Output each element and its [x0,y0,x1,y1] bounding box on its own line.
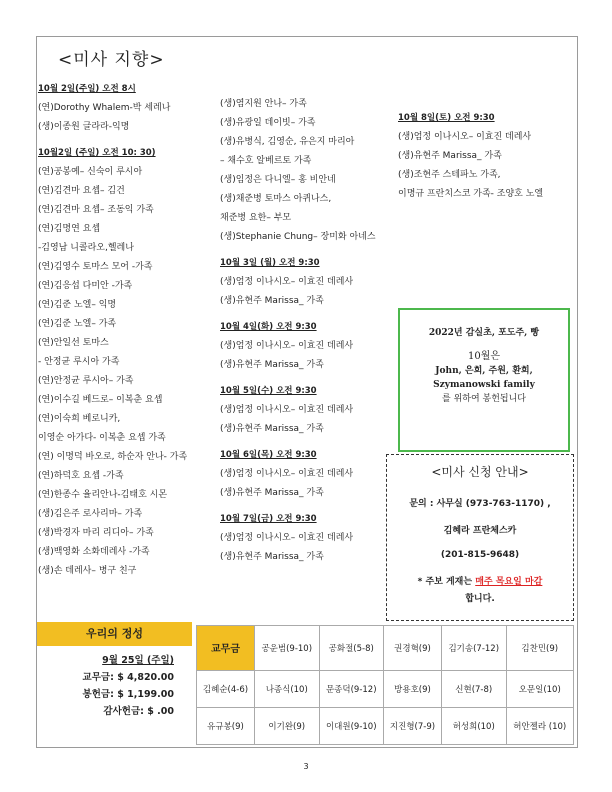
table-cell: 문종덕(9-12) [319,670,384,707]
section-header: 10월 7일(금) 오전 9:30 [220,514,317,524]
contact-person: 김혜라 프란체스카 [443,526,517,536]
table-cell: 공화절(5-8) [319,626,384,671]
intention-line: (생)손 데레사– 병구 친구 [38,566,137,576]
intention-line: (연)Dorothy Whalem-박 세레나 [38,103,171,113]
intention-line: (연)김명연 요셉 [38,224,101,234]
table-cell: 신현(7-8) [442,670,507,707]
page-number: 3 [303,762,309,771]
deadline-text: 매주 목요일 마감 [475,577,543,587]
weekday-list [220,250,390,563]
intention-line: (생)조현주 스테파노 가족, [398,170,501,180]
intention-line: (생)김은주 로사리마– 가족 [38,509,143,519]
offering-title: 우리의 정성 [37,622,192,646]
intention-line: (생)유현주 Marissa_ 가족 [398,151,502,161]
intention-line: (연)김견마 요셉– 조동익 가족 [38,205,154,215]
table-cell: 허안젤라 (10) [506,707,574,744]
intention-line: (생)박경자 마리 리디아– 가족 [38,528,154,538]
intention-line: 이영순 아가다- 이복춘 요셉 가족 [38,433,166,443]
deadline-prefix: * 주보 게재는 [417,577,473,587]
intention-line: 채준병 요한– 부모 [220,213,292,223]
dedication-families: Szymanowski family [433,380,535,390]
intention-line: (연)이숙희 베로니카, [38,414,121,424]
page-title: <미사 지향> [58,50,165,70]
offering-row: 교무금: $ 4,820.00 [82,672,174,683]
intention-line: (생)채준병 토마스 아퀴나스, [220,194,332,204]
table-cell: 지진형(7-9) [384,707,442,744]
intention-line: (생)엄정 이나시오– 이효진 데레사 [220,469,354,479]
intention-line: (연)김견마 요셉– 김건 [38,186,125,196]
column-2 [220,98,390,570]
offering-dedication-box [398,308,570,452]
intention-line: (생)유광일 데이빗– 가족 [220,118,316,128]
intention-line: (연)안정균 루시아– 가족 [38,376,134,386]
table-header-cell: 교무금 [197,626,255,671]
intention-line: (생)엄정 이나시오– 이효진 데레사 [220,277,354,287]
intention-line: (연)김준 노엘– 익명 [38,300,117,310]
contact-line: 문의 : 사무실 (973-763-1170) , [409,499,551,509]
table-cell: 김기송(7-12) [442,626,507,671]
table-cell: 이기완(9) [255,707,320,744]
section-header: 10월 6일(목) 오전 9:30 [220,450,317,460]
section-header: 10월2일 (주일) 오전 10: 30) [38,148,156,158]
section-header: 10월 4일(화) 오전 9:30 [220,322,317,332]
table-cell: 김혜순(4-6) [197,670,255,707]
table-row [197,670,574,707]
intention-line: (연)김영수 토마스 모어 -가족 [38,262,153,272]
column-3 [398,112,576,207]
contact-phone: (201-815-9648) [440,550,520,560]
table-cell: 허성희(10) [442,707,507,744]
intention-line: (생)유병식, 김영순, 유은지 마리아 [220,137,355,147]
section-header: 10월 2일(주일) 오전 8시 [38,84,136,94]
intention-line: (생)임정은 다니엘– 홍 비안네 [220,175,336,185]
intention-line: (생)유현주 Marissa_ 가족 [220,552,324,562]
intention-line: (연)한종수 율리안나-김태호 시몬 [38,490,168,500]
intention-line: (생)유현주 Marissa_ 가족 [220,424,324,434]
table-cell: 김찬민(9) [506,626,574,671]
intention-line: -김영남 니콜라오,헬레나 [38,243,134,253]
intention-line: – 채수호 알베르토 가족 [220,156,312,166]
intention-line: (생)유현주 Marissa_ 가족 [220,296,324,306]
table-row [197,707,574,744]
intention-line: (생)엄정 이나시오– 이효진 데레사 [220,341,354,351]
intention-line: (생)백영화 소화데레사 -가족 [38,547,150,557]
intention-line: - 안정균 루시아 가족 [38,357,120,367]
intention-line: (생)유현주 Marissa_ 가족 [220,488,324,498]
offering-row: 봉헌금: $ 1,199.00 [82,689,174,700]
section-header: 10월 5일(수) 오전 9:30 [220,386,317,396]
intention-list [38,166,218,577]
intention-line: (연) 이명덕 바오로, 하순자 안나- 가족 [38,452,188,462]
table-cell: 유규봉(9) [197,707,255,744]
intention-line: (연)안일선 토마스 [38,338,109,348]
intention-line: (생)엄정 이나시오– 이효진 데레사 [398,132,532,142]
intention-line: (연)하덕호 요셉 -가족 [38,471,124,481]
offering-date: 9월 25일 (주일) [102,655,174,666]
intention-line: (연)김응섭 다미안 -가족 [38,281,133,291]
table-cell: 권경혁(9) [384,626,442,671]
offering-row: 감사헌금: $ .00 [103,706,174,717]
dedication-month: 10월은 [467,351,501,362]
deadline-suffix: 합니다. [465,594,495,604]
table-row [197,626,574,671]
offering-summary [37,622,192,744]
intention-line: (연)공봉예– 신숙이 루시아 [38,167,143,177]
dedication-closing: 를 위하여 봉헌됩니다 [442,394,526,404]
intention-line: (연)김준 노엘– 가족 [38,319,117,329]
dedication-families: John, 은희, 주원, 환희, [435,366,533,376]
column-1 [38,83,218,584]
intention-line: (생)염지원 안나– 가족 [220,99,307,109]
mass-request-box [386,454,574,621]
intention-line: (생)유현주 Marissa_ 가족 [220,360,324,370]
intention-line: (생)엄정 이나시오– 이효진 데레사 [220,405,354,415]
intention-line: 이명규 프란치스코 가족- 조양호 노엘 [398,189,544,199]
table-cell: 방용호(9) [384,670,442,707]
dedication-title: 2022년 감실초, 포도주, 빵 [428,328,540,338]
mass-request-title: <미사 신청 안내> [431,465,529,479]
table-cell: 이대원(9-10) [319,707,384,744]
intention-line: (생)이종원 글라라-익명 [38,122,130,132]
intention-line: (생)엄정 이나시오– 이효진 데레사 [220,533,354,543]
deadline-note [387,574,573,587]
section-header: 10월 3일 (월) 오전 9:30 [220,258,320,268]
section-header: 10월 8일(토) 오전 9:30 [398,113,495,123]
dues-table [196,625,574,745]
intention-line: (생)Stephanie Chung– 장미화 아네스 [220,232,376,242]
intention-line: (연)이수길 베드로– 이복춘 요셉 [38,395,163,405]
table-cell: 나종식(10) [255,670,320,707]
table-cell: 공운범(9-10) [255,626,320,671]
table-cell: 오문일(10) [506,670,574,707]
intention-list [220,98,390,243]
